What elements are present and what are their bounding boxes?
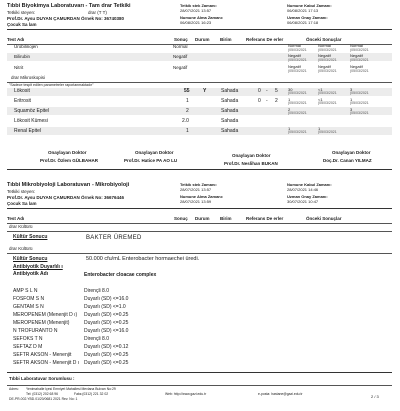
prev-value: 30 [288,87,293,92]
prev-date: (05/03/2021 [288,111,307,115]
microscopy-heading: drar Mikroskopisi [11,75,46,80]
ref-sep: - [266,88,268,94]
approver-title: Onaylayan Doktor [232,153,271,158]
prev-date: (05/03/2021 [318,69,337,73]
footer-email[interactable]: e-posta: hastane@gazi.edu.tr [258,392,303,396]
prev-value: 3 [350,107,353,112]
report1-request-time-label: Tetkik stek Zamanı: [180,3,217,8]
row-shade [7,107,392,115]
test-name: Eritrosit [14,98,31,104]
ref-low: 0 [258,88,261,94]
report2-receive-label: Numune Alma Zamanı: [180,194,224,199]
test-name: Bilirubin [14,54,31,59]
col-unit: Birim [220,216,232,221]
test-name: Squamöz Epitel [14,108,50,114]
col-status: Durum [195,216,210,221]
prev-value: Negatif [350,53,363,58]
test-unit: Sahada [221,128,239,134]
organism-header: Enterobacter cloacae complex [84,272,157,278]
footer-doc-no: DE-PR-002.YBD.01/20/0681 2021 Rev. No: 1 [9,397,78,401]
prev-value: Negatif [350,64,363,69]
test-unit: Sahada [221,118,239,124]
test-result: 2.0 [182,118,189,124]
report2-receive-time: 28/07/2021 13:59 [180,199,212,204]
prev-value: Negatif [318,64,331,69]
antibiotic-result: Duyarlı (SD) <=0.25 [84,360,129,366]
antibiotic-name: SEFTR AKSON - Menenjit [13,352,72,358]
test-unit: Sahada [221,98,239,104]
col-test-name: Test Adı [7,216,25,221]
prev-value: Negatif [288,64,301,69]
test-result: 2 [186,108,189,114]
culture2-label: Kültür Sonucu [13,256,48,262]
report2-end-rule [7,372,392,373]
prev-value: Normal [350,43,363,48]
prev-value: <1 [318,87,323,92]
test-name: Lökosit [14,88,30,94]
footer-address-label: Adres: [9,387,19,391]
antibiotic-result: Duyarlı (SD) <=0.25 [84,312,129,318]
prev-value: <1 [318,97,323,102]
antibiotic-result: Dirençli 8.0 [84,336,110,342]
culture1-rule [7,231,392,232]
prev-date: (05/03/2021 [350,101,369,105]
prev-date: (05/03/2021 [288,69,307,73]
ref-sep: - [266,98,268,104]
ref-high: 5 [275,88,278,94]
report2-accept-time: 28/07/2021 14:46 [287,187,319,192]
footer-address: Yenimahalle lçesi Emniyet Mahallesi Mevlana Bulvarı No:29 [26,387,116,391]
report2-request-time: 28/07/2021 13:57 [180,187,212,192]
page-number: 2 / 3 [371,394,379,399]
col-previous: Önceki Sonuçlar [306,216,342,221]
footer-web[interactable]: Web: http://www.gazi.edu.tr [165,392,207,396]
report1-request-time: 28/07/2021 13:57 [180,8,212,13]
col-status: Durum [195,37,210,42]
test-unit: Sahada [221,88,239,94]
prev-date: (05/03/2021 [350,91,369,95]
culture2-result: 50.000 cfu/mL Enterobacter hormaechei üredi. [86,256,200,262]
report1-header-rule [7,29,392,30]
report1-accept-time: 06/08/2021 17:13 [287,8,319,13]
prev-value: 1 [318,126,321,131]
col-unit: Birim [220,37,232,42]
report1-patient-line: Çocuk Sa lam [7,22,37,27]
report1-request-label: Tetkiki steyen: [7,10,36,15]
ref-low: 0 [258,98,261,104]
antibiotic-result: Duyarlı (SD) <=16.0 [84,296,129,302]
prev-date: (05/03/2021 [350,48,369,52]
prev-date: (05/03/2021 [350,58,369,62]
test-name: Lökosit Kümesi [14,118,48,124]
prev-date: (05/03/2021 [318,101,337,105]
approver-title: Onaylayan Doktor [48,150,87,155]
col-result: Sonuç [174,216,188,221]
test-name: Nitrit [14,65,24,70]
antibiogram-label: Antibiyotik Duyarlılı ı [13,264,63,270]
col-test-name: Test Adı [7,37,25,42]
prev-date: (05/03/2021 [288,58,307,62]
report1-receive-label: Numune Alma Zamanı: [180,15,224,20]
report2-header-rule [7,208,392,209]
antibiotic-result: Duyarlı (SD) <=0.25 [84,320,129,326]
prev-date: (05/03/2021 [288,101,307,105]
col-reference: Referans De erler [246,37,284,42]
test-result: Normal [173,44,188,49]
report2-request-time-label: Tetkik stek Zamanı: [180,182,217,187]
test-unit: Sahada [221,108,239,114]
footer-fax: Faks:(0312) 221 32 02 [74,392,109,396]
approver-name: Prof.Dr. Hatice PA AO LU [124,158,178,163]
approver-name: Prof.Dr. Neslihan BUKAN [224,161,278,166]
antibiotic-result: Dirençli 8.0 [84,288,110,294]
culture2-rule [7,253,392,254]
prev-date: (05/03/2021 [318,58,337,62]
test-result: 1 [186,128,189,134]
prev-date: (05/03/2021 [318,48,337,52]
approver-title: Onaylayan Doktor [135,150,174,155]
prev-value: Negatif [288,53,301,58]
antibiotic-name: GENTAM S N [13,304,44,310]
prev-value: 1 [288,126,291,131]
test-result: 55 [184,88,190,94]
report2-title: Tıbbi Mikrobiyoloji Laboratuvarı - Mikrobiyoloji [7,182,130,188]
report2-column-rule [7,223,392,224]
report2-patient-line: Çocuk Sa lam [7,201,37,206]
prev-date: (05/03/2021 [350,69,369,73]
prev-date: (05/03/2021 [318,130,337,134]
report1-approval-label: Uzman Onay Zamanı: [287,15,328,20]
prev-value: Negatif [318,53,331,58]
lab-responsible-label: Tıbbi Laboratuvar Sorumlusu : [9,376,75,381]
ref-high: 2 [275,98,278,104]
prev-value: 1 [350,97,353,102]
antibiotic-name: MEROPENEM (Menenjit) [13,320,70,326]
prev-value: 2 [288,107,291,112]
antibiotic-result: Duyarlı (SD) <=1.0 [84,304,126,310]
prev-date: (05/03/2021 [318,91,337,95]
antibiotic-result: Duyarlı (SD) <=16.0 [84,328,129,334]
report2-approval-time: 30/07/2021 10:47 [287,199,319,204]
prev-date: (05/03/2021 [350,111,369,115]
col-previous: Önceki Sonuçlar [306,37,342,42]
culture1-label: Kültür Sonucu [13,234,48,240]
footer-phone: Tel: (0312) 202 68 96 [26,392,59,396]
antibiotic-name: AMP S L N [13,288,38,294]
antibiotic-name: SEFTR AKSON - Menenjit D ı [13,360,80,366]
test-name: Renal Epitel [14,128,41,134]
report1-receive-time: 06/08/2021 16:23 [180,20,212,25]
prev-date: (05/03/2021 [288,48,307,52]
report2-doctor-line: Prof.Dr. Aysu DUYAN ÇAMURDAN Örnek No: 36676446 [7,195,125,200]
culture1-name: drar Kültürü [9,224,33,229]
approver-name: Prof.Dr. Özlem GÜLBAHAR [40,158,99,163]
report1-column-rule [7,44,392,45]
antibiotic-name: SEFOKS T N [13,336,43,342]
test-result: Negatif [173,54,188,59]
test-status: Y [203,88,207,94]
antibiotic-name: SEFTAZ D M [13,344,43,350]
approver-name: Doç.Dr. Canan YILMAZ [323,158,372,163]
antibiotic-result: Duyarlı (SD) <=0.25 [84,352,129,358]
prev-value: Normal [318,43,331,48]
microscopy-note: "Sadece tespit edilen parametreler raporlanmaktadır" [9,83,94,87]
prev-date: (05/03/2021 [288,130,307,134]
prev-value: 1 [288,97,291,102]
report1-title: Tıbbi Biyokimya Laboratuvarı - Tam drar Tetkiki [7,3,131,9]
culture2-name: drar Kültürü [9,246,33,251]
report1-approval-time: 06/08/2021 17:18 [287,20,319,25]
antibiotic-name: FOSFOM S N [13,296,45,302]
report1-doctor-line: Prof.Dr. Aysu DUYAN ÇAMURDAN Örnek No: 36740380 [7,16,125,21]
report2-approval-label: Uzman Onay Zamanı: [287,194,328,199]
prev-value: Normal [288,43,301,48]
approver-title: Onaylayan Doktor [332,150,371,155]
antibiotic-header: Antibiyotik Adı [13,271,49,277]
prev-value: 3 [350,87,353,92]
report2-request-label: Tetkiki steyen: [7,189,36,194]
test-name: Ürobilinojen [14,44,38,49]
culture1-result: BAKTER ÜREMED [86,235,142,241]
col-reference: Referans De erler [246,216,284,221]
report2-accept-label: Numune Kabul Zamanı: [287,182,332,187]
prev-date: (05/03/2021 [288,91,307,95]
col-result: Sonuç [174,37,188,42]
report1-accept-label: Numune Kabul Zamanı: [287,3,332,8]
footer-rule [7,385,392,386]
antibiotic-name: N TROFURANTO N [13,328,58,334]
report1-sample-type: drar (T T) [88,10,107,15]
antibiotic-result: Duyarlı (SD) <=0.12 [84,344,129,350]
antibiotic-name: MEROPENEM (Menenjit D ı) [13,312,78,318]
test-result: Negatif [173,65,188,70]
report-separator [7,169,392,170]
test-result: 1 [186,98,189,104]
